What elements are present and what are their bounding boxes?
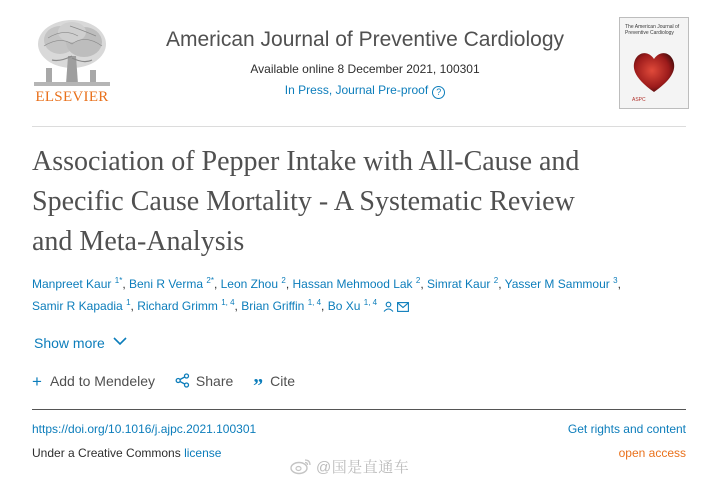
author-link[interactable]: Samir R Kapadia $^1$ [32, 298, 131, 313]
share-icon[interactable] [175, 373, 190, 391]
chevron-down-icon[interactable] [113, 333, 127, 349]
watermark-text: @国是直通车 [316, 459, 410, 476]
license-link[interactable]: license [184, 446, 222, 460]
doi-link[interactable]: https://doi.org/10.1016/j.ajpc.2021.100301 [32, 422, 257, 436]
author-link[interactable]: Bo Xu $^{1, 4}$ [327, 298, 378, 313]
watermark [290, 456, 409, 479]
elsevier-wordmark: ELSEVIER [35, 89, 109, 105]
author-link[interactable]: Leon Zhou $^2$ [220, 276, 286, 291]
cover-badge: ASPC [632, 97, 646, 103]
available-online-date: Available online 8 December 2021, 100301 [250, 62, 480, 76]
article-status[interactable] [120, 83, 610, 99]
journal-title-link[interactable]: American Journal of Preventive Cardiology [165, 28, 565, 51]
cite-button[interactable]: ” Cite [253, 373, 296, 397]
show-more-button[interactable] [34, 333, 127, 351]
info-divider [32, 409, 686, 410]
add-to-mendeley-button[interactable]: + Add to Mendeley [32, 372, 156, 391]
license-prefix: Under a Creative Commons [32, 446, 185, 460]
article-actions [32, 372, 311, 398]
journal-cover-image[interactable] [619, 17, 689, 109]
author-link[interactable]: Manpreet Kaur $^{1*}$ [32, 276, 123, 291]
person-icon[interactable] [383, 297, 394, 319]
share-button[interactable]: Share [175, 373, 233, 391]
header-divider [32, 126, 686, 127]
cover-title: The American Journal of Preventive Cardiology [625, 24, 680, 36]
title-line: Association of Pepper Intake with All-Cause and [32, 146, 580, 177]
quote-icon[interactable]: ” [253, 375, 263, 397]
weibo-icon [290, 458, 312, 479]
email-icon[interactable] [397, 297, 409, 319]
author-link[interactable]: Hassan Mehmood Lak $^2$ [292, 276, 421, 291]
author-link[interactable]: Richard Grimm $^{1, 4}$ [137, 298, 235, 313]
article-title [32, 142, 692, 262]
open-access-badge: open access [618, 446, 686, 460]
author-list: Manpreet Kaur $^{1*}$, Beni R Verma $^{2*}$, Leon Zhou $^2$, Hassan Mehmood Lak $^2$, Simrat Kaur $^2$, Yasser M Sammour $^3$, Samir R Kapadia $^1$, Richard Grimm $^{1, 4}$, Brian Griffin $^{1, 4}$, Bo Xu $^{1, 4}$ [32, 273, 697, 319]
author-link[interactable]: Yasser M Sammour $^3$ [504, 276, 618, 291]
show-more-label[interactable]: Show more [34, 335, 105, 351]
plus-icon[interactable]: + [32, 372, 42, 391]
question-circle-icon[interactable]: ? [432, 86, 445, 99]
license-statement [32, 446, 221, 460]
title-line: Specific Cause Mortality - A Systematic Review [32, 186, 575, 217]
author-link[interactable]: Beni R Verma $^{2*}$ [128, 276, 214, 291]
status-label[interactable]: In Press, Journal Pre-proof [284, 83, 429, 97]
title-line: and Meta-Analysis [32, 226, 245, 257]
author-link[interactable]: Brian Griffin $^{1, 4}$ [241, 298, 322, 313]
get-rights-link[interactable]: Get rights and content [567, 422, 686, 436]
author-link[interactable]: Simrat Kaur $^2$ [427, 276, 499, 291]
heart-illustration-icon [629, 48, 679, 94]
